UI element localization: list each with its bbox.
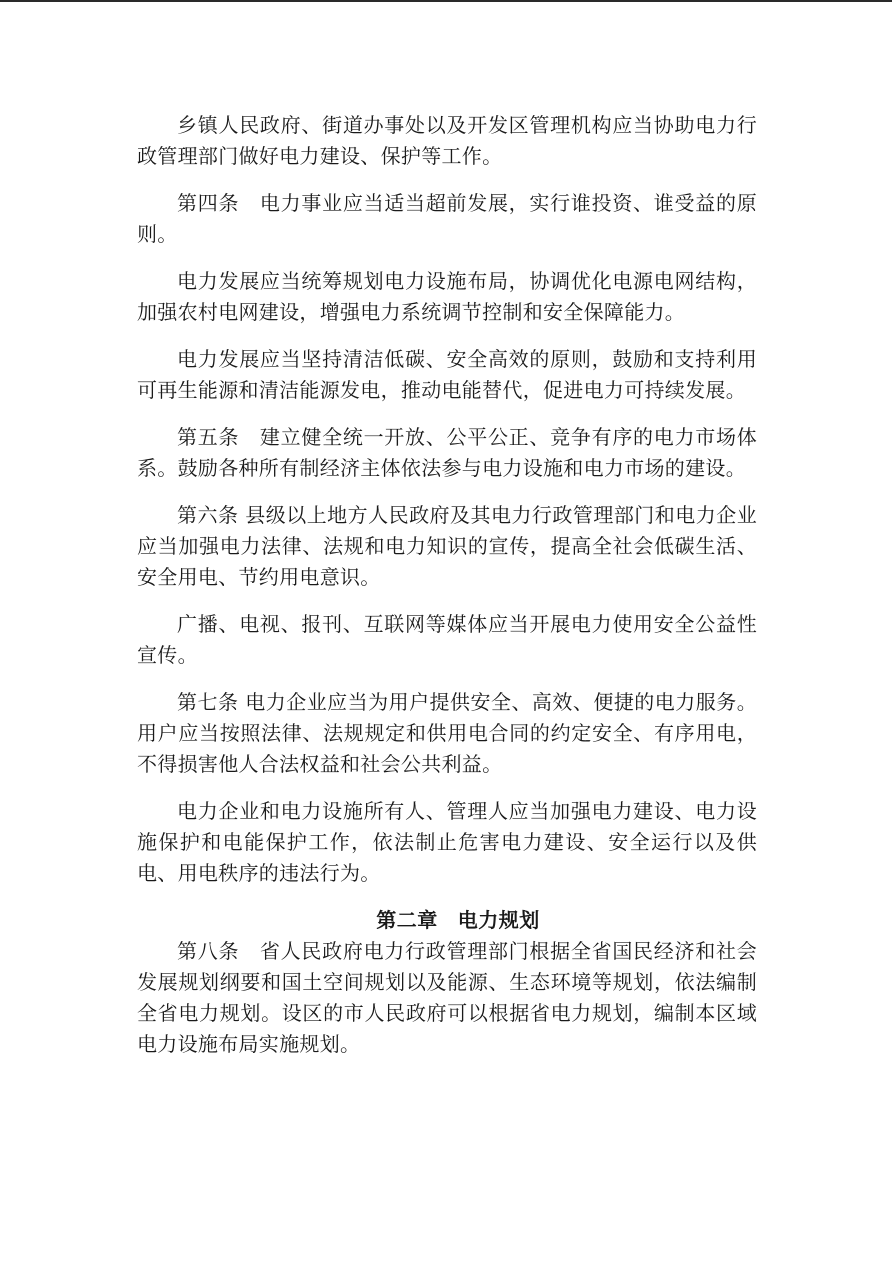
top-border-line [0,0,892,2]
paragraph-article-6: 第六条 县级以上地方人民政府及其电力行政管理部门和电力企业应当加强电力法律、法规和电力知识的宣传，提高全社会低碳生活、安全用电、节约用电意识。 [137,503,757,589]
chapter-name: 电力规划 [457,908,540,932]
document-page [137,110,757,1076]
chapter-number: 第二章 [376,908,438,932]
paragraph-article-5: 第五条 建立健全统一开放、公平公正、竞争有序的电力市场体系。鼓励各种所有制经济主体依法参与电力设施和电力市场的建设。 [137,425,757,480]
chapter-heading [137,905,757,936]
paragraph-article-4: 第四条 电力事业应当适当超前发展，实行谁投资、谁受益的原则。 [137,191,757,246]
paragraph-article-7: 第七条 电力企业应当为用户提供安全、高效、便捷的电力服务。用户应当按照法律、法规规定和供用电合同的约定安全、有序用电，不得损害他人合法权益和社会公共利益。 [137,690,757,776]
paragraph-media-publicity: 广播、电视、报刊、互联网等媒体应当开展电力使用安全公益性宣传。 [137,612,757,667]
paragraph-clean-energy: 电力发展应当坚持清洁低碳、安全高效的原则，鼓励和支持利用可再生能源和清洁能源发电，推动电能替代，促进电力可持续发展。 [137,347,757,402]
paragraph-grid-planning: 电力发展应当统筹规划电力设施布局，协调优化电源电网结构，加强农村电网建设，增强电力系统调节控制和安全保障能力。 [137,269,757,324]
paragraph-facility-protection: 电力企业和电力设施所有人、管理人应当加强电力建设、电力设施保护和电能保护工作，依法制止危害电力建设、安全运行以及供电、用电秩序的违法行为。 [137,799,757,885]
paragraph-township-cooperation: 乡镇人民政府、街道办事处以及开发区管理机构应当协助电力行政管理部门做好电力建设、保护等工作。 [137,113,757,168]
paragraph-article-8: 第八条 省人民政府电力行政管理部门根据全省国民经济和社会发展规划纲要和国土空间规划以及能源、生态环境等规划，依法编制全省电力规划。设区的市人民政府可以根据省电力规划，编制本区域电力设施布局实施规划。 [137,939,757,1056]
